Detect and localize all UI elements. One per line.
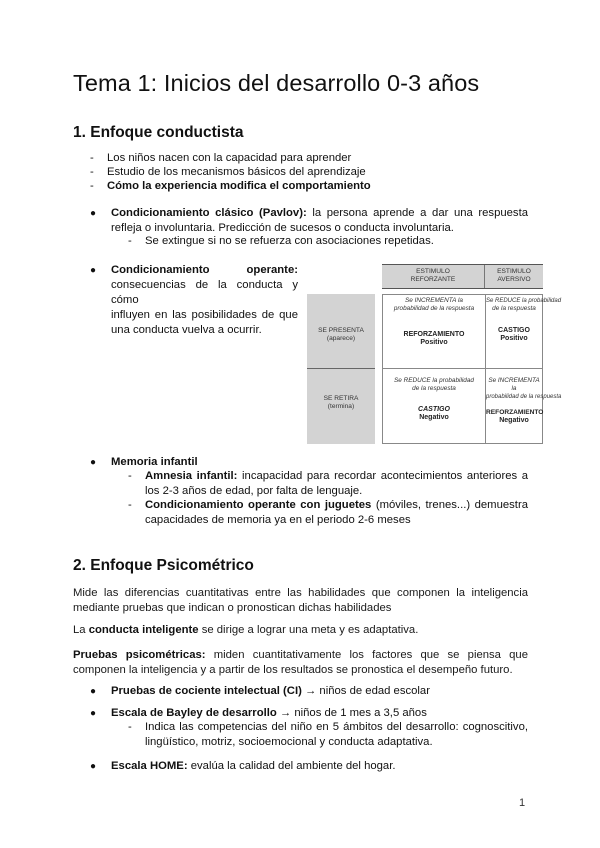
dash-marker: - [90, 152, 94, 164]
list-item-text-bold: Cómo la experiencia modifica el comportamiento [107, 180, 371, 192]
list-item-text: Los niños nacen con la capacidad para aprender [107, 152, 352, 164]
bullet-marker: ● [90, 761, 97, 772]
bullet-marker: ● [90, 708, 97, 719]
bullet-bayley: ● Escala de Bayley de desarrollo → niños de 1 mes a 3,5 años [90, 707, 427, 719]
bullet-memoria [90, 455, 528, 470]
clasico-line1: Condicionamiento clásico (Pavlov): la persona aprende a dar una respuesta [111, 207, 528, 219]
section-heading-psicometrico: 2. Enfoque Psicométrico [73, 557, 254, 574]
list-item-text: Se extingue si no se refuerza con asociaciones repetidas. [145, 235, 434, 247]
table-row-label-presenta: SE PRESENTA (aparece) [307, 294, 375, 369]
section-heading-conductista: 1. Enfoque conductista [73, 124, 244, 141]
bullet-marker: ● [90, 208, 97, 219]
list-item [128, 234, 528, 249]
operante-line3: influyen en las posibilidades de que [111, 309, 298, 321]
table-header-row [382, 264, 543, 289]
dash-marker: - [90, 180, 94, 192]
list-item [90, 151, 530, 166]
list-item: - Amnesia infantil: incapacidad para recordar acontecimientos anteriores a los 2-3 años de edad, por falta de lenguaje. [128, 470, 528, 497]
list-item: - Condicionamiento operante con juguetes (móviles, trenes...) demuestra capacidades de memoria ya en el periodo 2-6 meses [128, 499, 528, 526]
dash-marker: - [128, 470, 132, 482]
bullet-home: ● Escala HOME: evalúa la calidad del ambiente del hogar. [90, 760, 396, 772]
table-row-label-retira: SE RETIRA (termina) [307, 369, 375, 444]
dash-marker: - [90, 166, 94, 178]
table-body [382, 294, 562, 444]
page-title: Tema 1: Inicios del desarrollo 0-3 años [73, 70, 480, 96]
paragraph-pruebas: Pruebas psicométricas: miden cuantitativamente los factores que se piensa que componen la inteligencia y a partir de los resultados se pronostica el desempeño futuro. [73, 649, 528, 676]
page-number: 1 [519, 797, 526, 809]
operante-line2: consecuencias de la conducta y cómo [111, 279, 298, 306]
clasico-line2: refleja o involuntaria. Predicción de sucesos o conducta involuntaria. [111, 222, 454, 234]
table-cell: Se REDUCE la probabilidad de la respuesta CASTIGO Negativo [383, 369, 486, 443]
list-item-text: Estudio de los mecanismos básicos del aprendizaje [107, 166, 366, 178]
table-cell: Se REDUCE la probabilidad de la respuesta CASTIGO Positivo [486, 295, 542, 369]
paragraph-conducta-inteligente: La conducta inteligente se dirige a lograr una meta y es adaptativa. [73, 624, 419, 636]
table-cell: Se INCREMENTA la probabilidad de la respuesta REFORZAMIENTO Positivo [383, 295, 486, 369]
operante-label: Condicionamiento operante: [111, 264, 298, 276]
bullet-marker: ● [90, 686, 97, 697]
bullet-operante [90, 263, 300, 336]
bullet-marker: ● [90, 265, 97, 276]
bullet-ci: ● Pruebas de cociente intelectual (CI) → niños de edad escolar [90, 685, 430, 697]
table-col-header-aversivo: ESTIMULO AVERSIVO [497, 268, 531, 283]
table-col-header-reforzante: ESTIMULO REFORZANTE [382, 265, 485, 288]
memoria-label: Memoria infantil [111, 456, 198, 468]
paragraph-mide: Mide las diferencias cuantitativas entre las habilidades que componen la inteligencia mediante pruebas que indican o pronostican dichas habilidades [73, 587, 528, 614]
list-item [90, 179, 530, 194]
clasico-label: Condicionamiento clásico (Pavlov): [111, 207, 307, 219]
list-item [90, 165, 530, 180]
bullet-marker: ● [90, 457, 97, 468]
dash-marker: - [128, 235, 132, 247]
list-item: - Indica las competencias del niño en 5 ámbitos del desarrollo: cognoscitivo, lingüístico, motriz, socioemocional y conducta adaptativa. [128, 721, 528, 748]
table-cell: Se INCREMENTA la probabilidad de la respuesta REFORZAMIENTO Negativo [486, 377, 562, 424]
dash-marker: - [128, 721, 132, 733]
operante-line4: una conducta vuelva a ocurrir. [111, 324, 262, 336]
dash-marker: - [128, 499, 132, 511]
